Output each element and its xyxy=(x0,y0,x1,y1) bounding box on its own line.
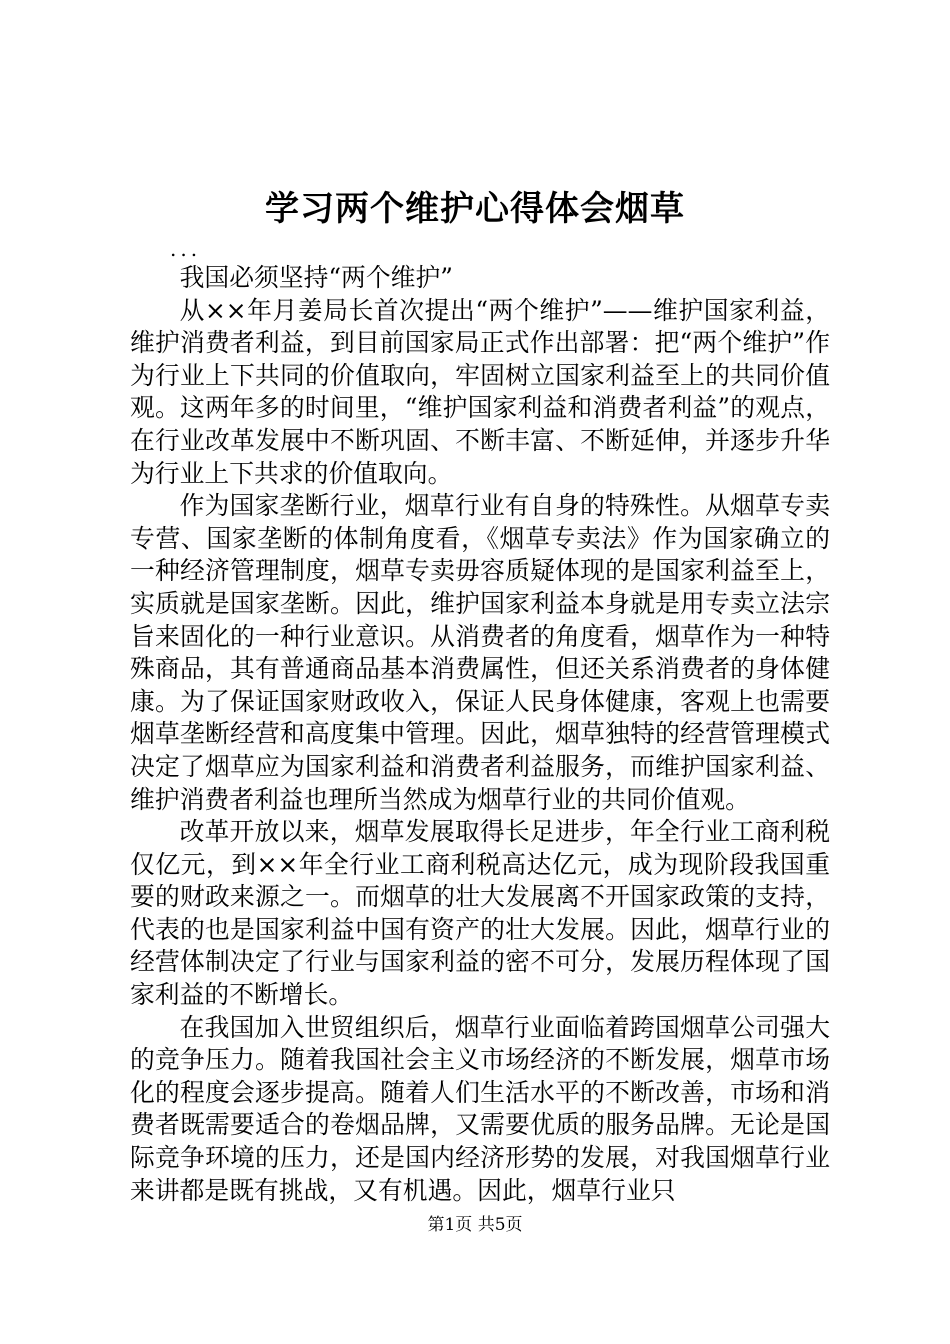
document-title: 学习两个维护心得体会烟草 xyxy=(265,189,685,229)
paragraph-3: 作为国家垄断行业，烟草行业有自身的特殊性。从烟草专卖专营、国家垄断的体制角度看，《烟草专卖法》作为国家确立的一种经济管理制度，烟草专卖毋容质疑体现的是国家利益至上，实质就是国家垄断。因此，维护国家利益本身就是用专卖立法宗旨来固化的一种行业意识。从消费者的角度看，烟草作为一种特殊商品，其有普通商品基本消费属性，但还关系消费者的身体健康。为了保证国家财政收入，保证人民身体健康，客观上也需要烟草垄断经营和高度集中管理。因此，烟草独特的经营管理模式决定了烟草应为国家利益和消费者利益服务，而维护国家利益、维护消费者利益也理所当然成为烟草行业的共同价值观。 xyxy=(130,491,830,814)
paragraph-2: 从××年月姜局长首次提出“两个维护”——维护国家利益，维护消费者利益，到目前国家局正式作出部署：把“两个维护”作为行业上下共同的价值取向，牢固树立国家利益至上的共同价值观。这两年多的时间里，“维护国家利益和消费者利益”的观点，在行业改革发展中不断巩固、不断丰富、不断延伸，并逐步升华为行业上下共求的价值取向。 xyxy=(130,295,830,488)
paragraph-ellipsis xyxy=(130,236,830,262)
document-body xyxy=(130,236,830,1207)
paragraph-1: 我国必须坚持“两个维护” xyxy=(179,263,453,292)
paragraph-4: 改革开放以来，烟草发展取得长足进步，年全行业工商利税仅亿元，到××年全行业工商利税高达亿元，成为现阶段我国重要的财政来源之一。而烟草的壮大发展离不开国家政策的支持，代表的也是国家利益中国有资产的壮大发展。因此，烟草行业的经营体制决定了行业与国家利益的密不可分，发展历程体现了国家利益的不断增长。 xyxy=(130,817,830,1010)
ellipsis-text: ... xyxy=(170,237,202,261)
paragraph-5: 在我国加入世贸组织后，烟草行业面临着跨国烟草公司强大的竞争压力。随着我国社会主义市场经济的不断发展，烟草市场化的程度会逐步提高。随着人们生活水平的不断改善，市场和消费者既需要适合的卷烟品牌，又需要优质的服务品牌。无论是国际竞争环境的压力，还是国内经济形势的发展，对我国烟草行业来讲都是既有挑战，又有机遇。因此，烟草行业只 xyxy=(130,1012,830,1205)
page-footer: 第1页 共5页 xyxy=(427,1215,523,1235)
